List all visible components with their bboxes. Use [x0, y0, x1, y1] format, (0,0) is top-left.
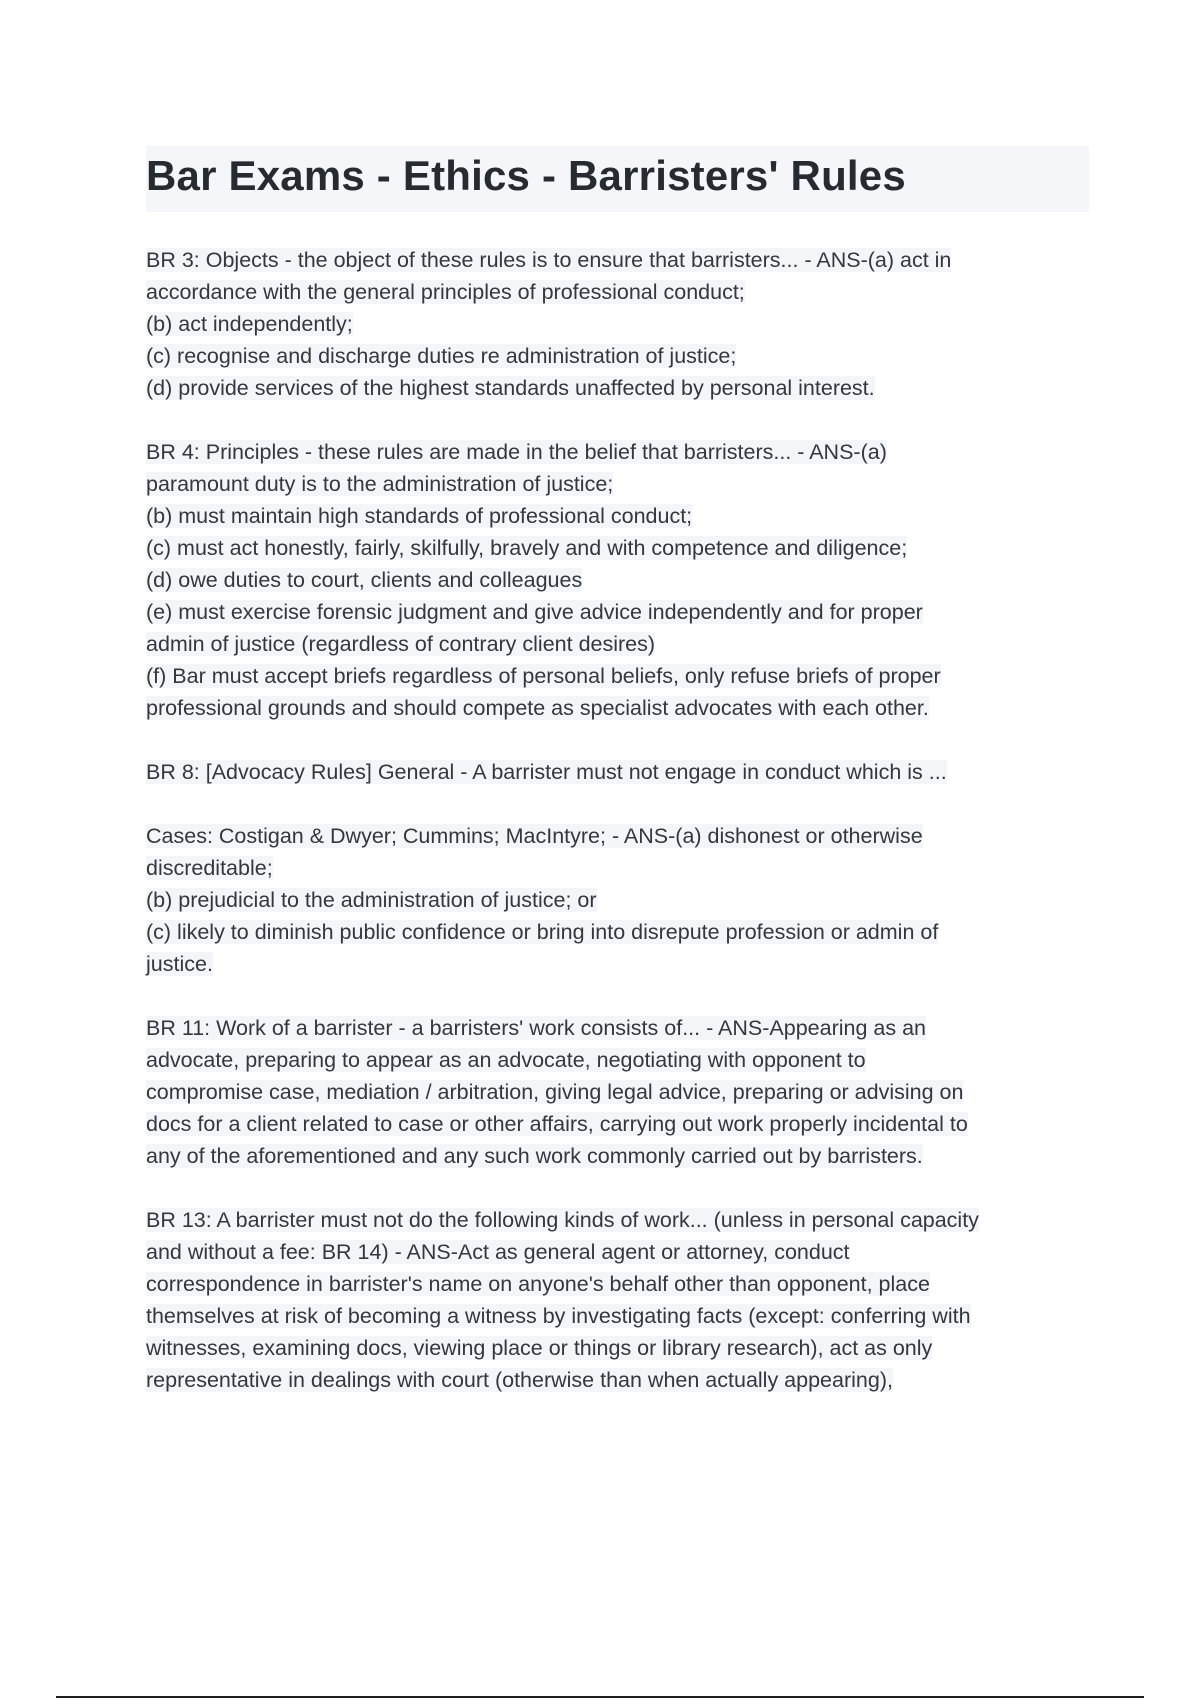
text-line: BR 3: Objects - the object of these rules is to ensure that barristers... - ANS-(a) act in — [146, 248, 952, 272]
text-line: representative in dealings with court (otherwise than when actually appearing), — [146, 1368, 893, 1392]
text-line: (b) prejudicial to the administration of justice; or — [146, 888, 597, 912]
entry-br3 — [146, 244, 1096, 404]
text-line: witnesses, examining docs, viewing place or things or library research), act as only — [146, 1336, 933, 1360]
text-line: BR 11: Work of a barrister - a barristers' work consists of... - ANS-Appearing as an — [146, 1016, 926, 1040]
text-line: (c) recognise and discharge duties re administration of justice; — [146, 344, 737, 368]
document-body — [146, 244, 1096, 1428]
text-line: paramount duty is to the administration of justice; — [146, 472, 614, 496]
page-title: Bar Exams - Ethics - Barristers' Rules — [146, 152, 906, 199]
text-line: themselves at risk of becoming a witness by investigating facts (except: conferring with — [146, 1304, 971, 1328]
text-line: BR 4: Principles - these rules are made in the belief that barristers... - ANS-(a) — [146, 440, 887, 464]
text-line: (d) owe duties to court, clients and colleagues — [146, 568, 583, 592]
entry-br4 — [146, 436, 1096, 724]
text-line: professional grounds and should compete as specialist advocates with each other. — [146, 696, 929, 720]
text-line: advocate, preparing to appear as an advocate, negotiating with opponent to — [146, 1048, 866, 1072]
text-line: admin of justice (regardless of contrary client desires) — [146, 632, 656, 656]
entry-br8 — [146, 756, 1096, 788]
text-line: compromise case, mediation / arbitration, giving legal advice, preparing or advising on — [146, 1080, 964, 1104]
text-line: any of the aforementioned and any such work commonly carried out by barristers. — [146, 1144, 923, 1168]
entry-br11 — [146, 1012, 1096, 1172]
entry-cases — [146, 820, 1096, 980]
text-line: (c) must act honestly, fairly, skilfully, bravely and with competence and diligence; — [146, 536, 908, 560]
text-line: docs for a client related to case or other affairs, carrying out work properly incidental to — [146, 1112, 968, 1136]
text-line: justice. — [146, 952, 213, 976]
text-line: and without a fee: BR 14) - ANS-Act as general agent or attorney, conduct — [146, 1240, 850, 1264]
text-line: (d) provide services of the highest standards unaffected by personal interest. — [146, 376, 875, 400]
text-line: BR 13: A barrister must not do the following kinds of work... (unless in personal capacity — [146, 1208, 979, 1232]
text-line: (e) must exercise forensic judgment and give advice independently and for proper — [146, 600, 923, 624]
text-line: correspondence in barrister's name on anyone's behalf other than opponent, place — [146, 1272, 930, 1296]
text-line: BR 8: [Advocacy Rules] General - A barrister must not engage in conduct which is ... — [146, 760, 947, 784]
text-line: (c) likely to diminish public confidence or bring into disrepute profession or admin of — [146, 920, 939, 944]
text-line: accordance with the general principles of professional conduct; — [146, 280, 745, 304]
text-line: (b) act independently; — [146, 312, 353, 336]
text-line: (f) Bar must accept briefs regardless of personal beliefs, only refuse briefs of proper — [146, 664, 941, 688]
text-line: (b) must maintain high standards of professional conduct; — [146, 504, 693, 528]
entry-br13 — [146, 1204, 1096, 1396]
footer-divider — [56, 1696, 1144, 1698]
text-line: Cases: Costigan & Dwyer; Cummins; MacIntyre; - ANS-(a) dishonest or otherwise — [146, 824, 923, 848]
title-block — [146, 146, 1089, 212]
text-line: discreditable; — [146, 856, 273, 880]
